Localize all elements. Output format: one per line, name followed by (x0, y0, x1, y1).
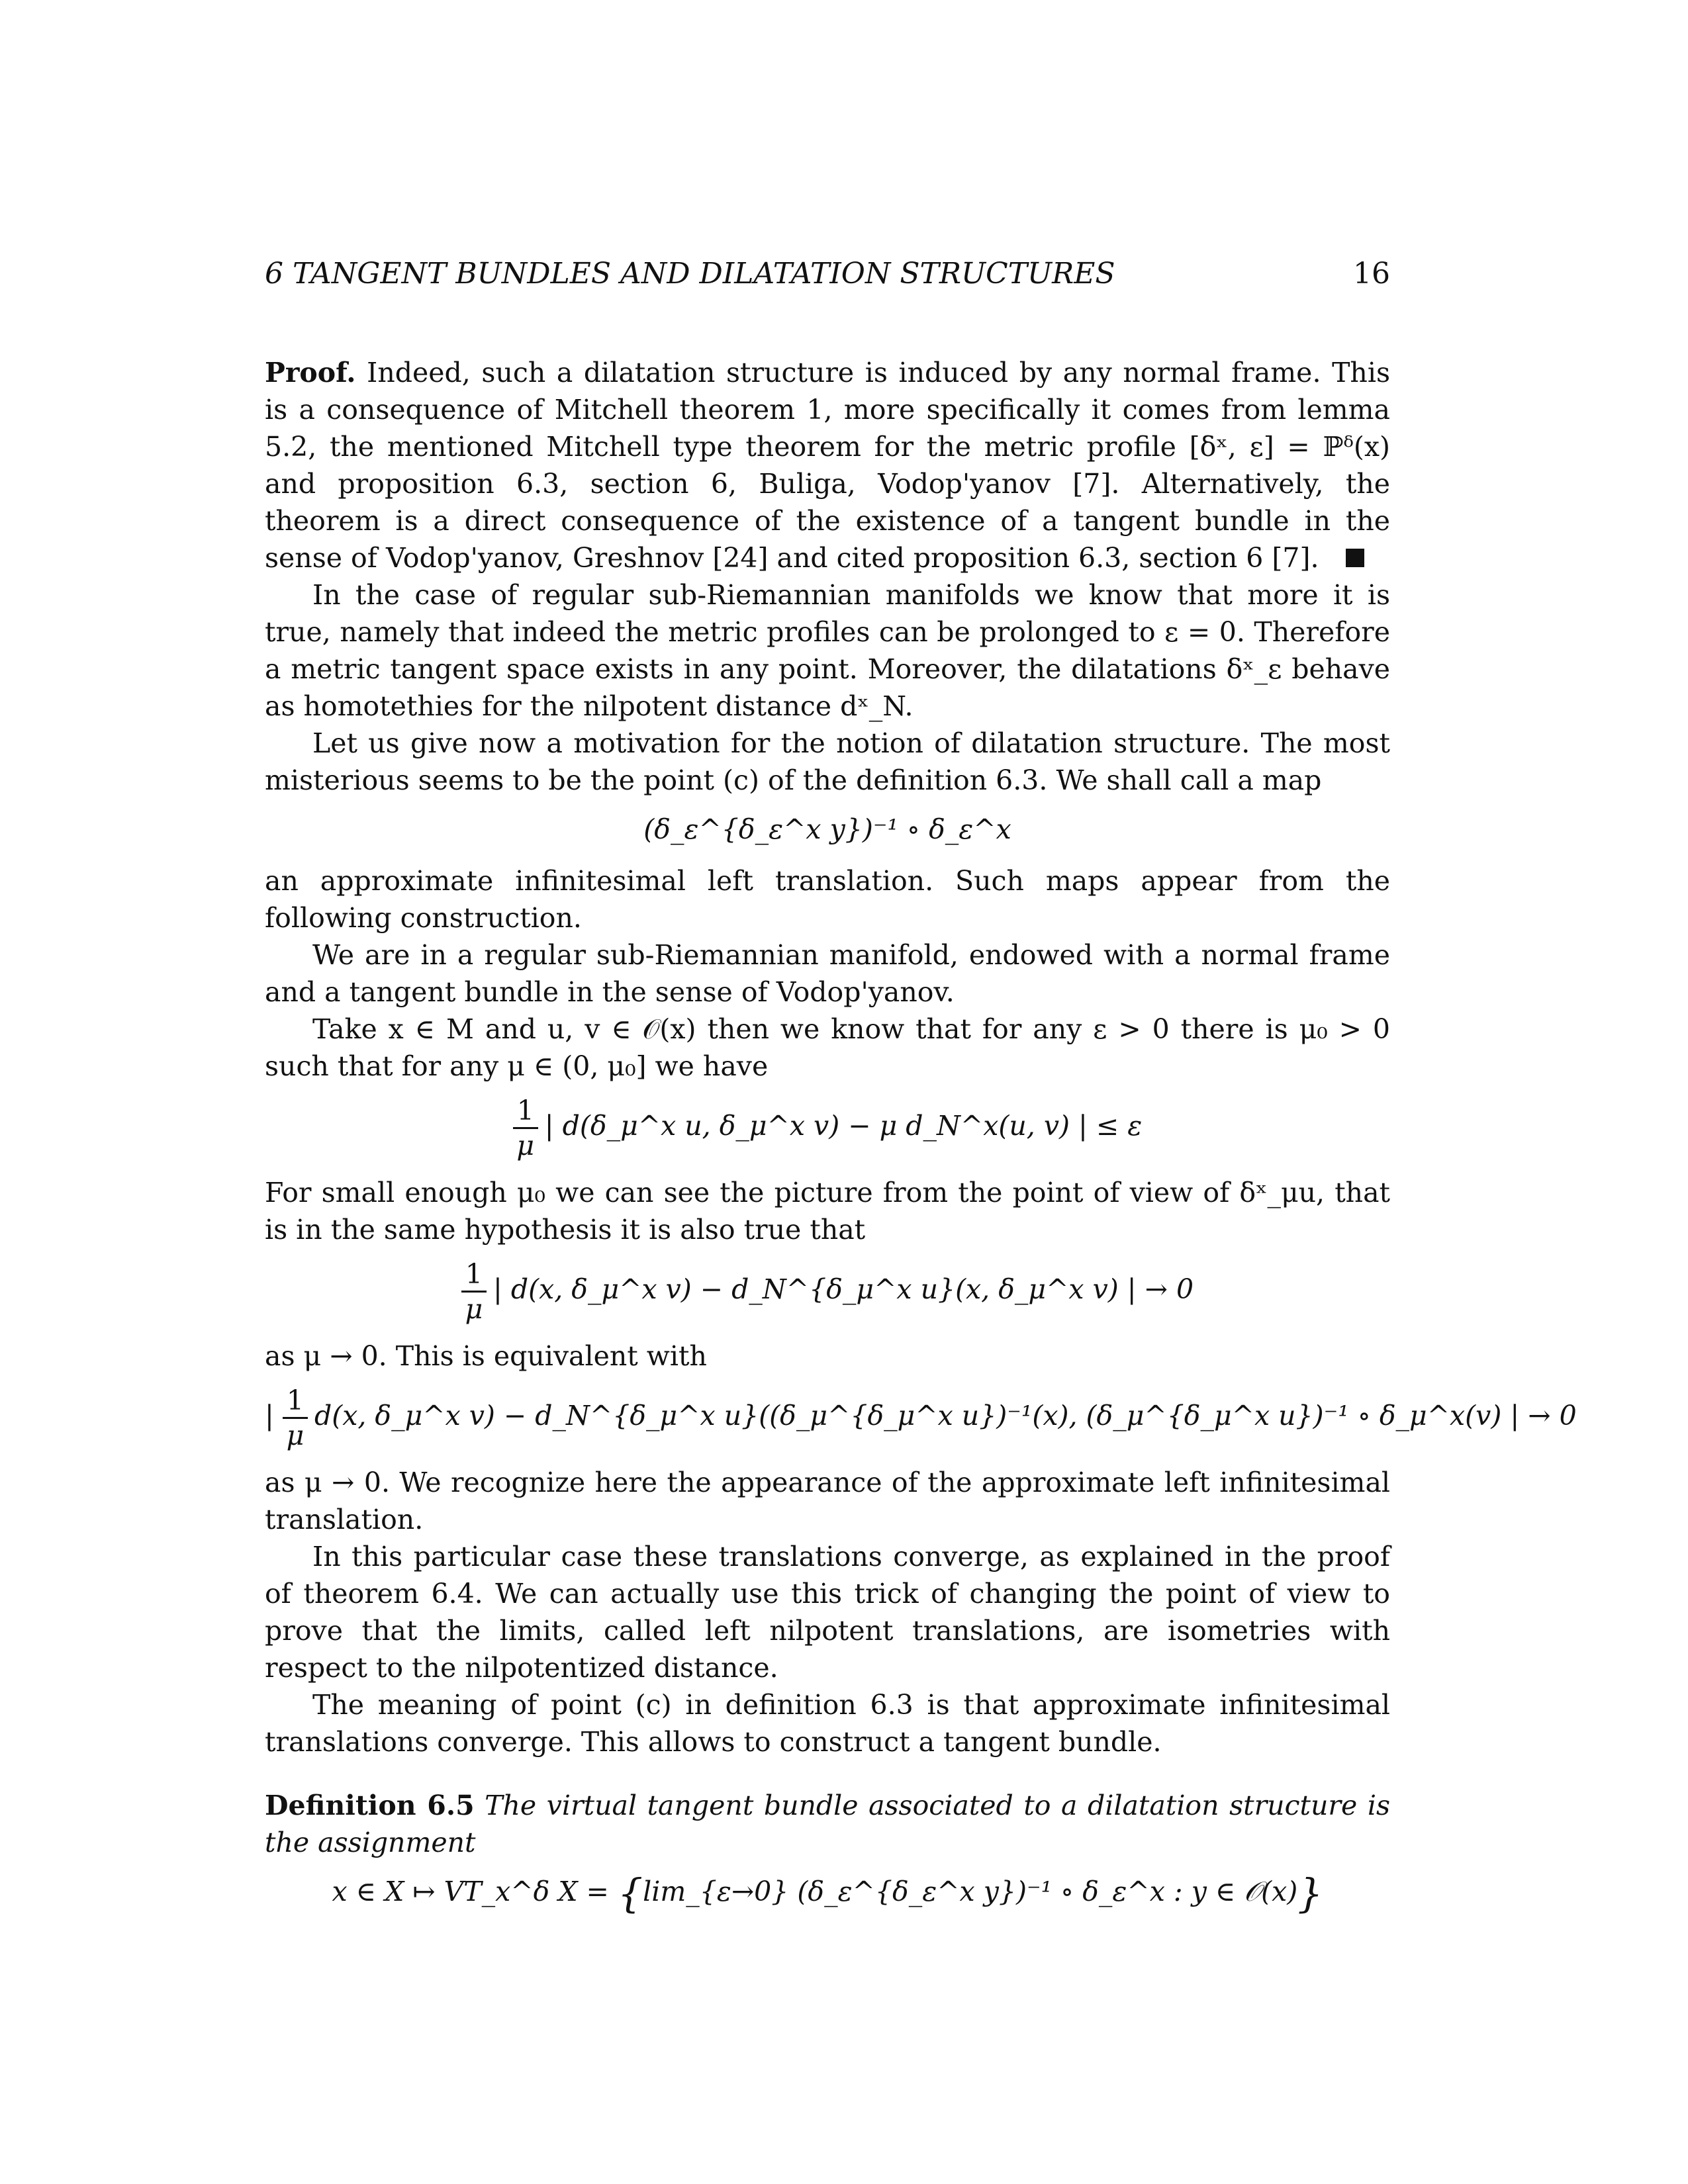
equation-tangent-bundle: x ∈ X ↦ VT_x^δ X = {lim_{ε→0} (δ_ε^{δ_ε^x y})⁻¹ ∘ δ_ε^x : y ∈ 𝒪(x)} (332, 1870, 1323, 1917)
body-text (265, 354, 1577, 1927)
definition-label: Definition 6.5 (265, 1790, 475, 1821)
definition-paragraph (265, 1787, 1390, 1861)
paragraph: Let us give now a motivation for the notion of dilatation structure. The most misterious seems to be the point (c) of the definition 6.3. We shall call a map (265, 727, 1390, 796)
paragraph: The meaning of point (c) in definition 6.3 is that approximate infinitesimal translations converge. This allows to construct a tangent bundle. (265, 1689, 1390, 1758)
equation-limit-2: | $\frac{1}{\mu}$ d(x, δ_μ^x v) − d_N^{δ_μ^x u}((δ_μ^{δ_μ^x u})⁻¹(x), (δ_μ^{δ_μ^x u})⁻¹ ∘ δ_μ^x(v) | → 0 (265, 1385, 1577, 1451)
page (265, 0, 1577, 2184)
proof-paragraph (265, 354, 1390, 576)
paragraph: as μ → 0. This is equivalent with (265, 1340, 707, 1372)
definition-text: The virtual tangent bundle associated to a dilatation structure is the assignment (265, 1790, 1390, 1858)
proof-text: Indeed, such a dilatation structure is induced by any normal frame. This is a consequence of Mitchell theorem 1, more specifically it comes from lemma 5.2, the mentioned Mitchell type theorem for the metric profile [δˣ, ε] = ℙᵟ(x) and proposition 6.3, section 6, Buliga, Vodop'yanov [7]. Alternatively, the theorem is a direct consequence of the existence of a tangent bundle in the sense of Vodop'yanov, Greshnov [24] and cited proposition 6.3, section 6 [7]. (265, 357, 1390, 574)
equation-limit-1: $\frac{1}{\mu}$ | d(x, δ_μ^x v) − d_N^{δ_μ^x u}(x, δ_μ^x v) | → 0 (265, 1257, 1390, 1326)
fraction: $\frac{1}{\mu}$ (283, 1384, 308, 1452)
page-number: 16 (1353, 257, 1390, 291)
paragraph: For small enough μ₀ we can see the picture from the point of view of δˣ_μu, that is in the same hypothesis it is also true that (265, 1177, 1390, 1246)
section-title: 6 TANGENT BUNDLES AND DILATATION STRUCTURES (265, 257, 1115, 291)
equation-translation: (δ_ε^{δ_ε^x y})⁻¹ ∘ δ_ε^x (643, 813, 1011, 845)
running-header (265, 257, 1390, 299)
equation-inequality: $\frac{1}{\mu}$ | d(δ_μ^x u, δ_μ^x v) − μ d_N^x(u, v) | ≤ ε (265, 1094, 1390, 1162)
proof-label: Proof. (265, 357, 356, 388)
paragraph: In the case of regular sub-Riemannian manifolds we know that more it is true, namely that indeed the metric profiles can be prolonged to ε = 0. Therefore a metric tangent space exists in any point. Moreover, the dilatations δˣ_ε behave as homotethies for the nilpotent distance dˣ_N. (265, 579, 1390, 722)
paragraph: Take x ∈ M and u, v ∈ 𝒪(x) then we know that for any ε > 0 there is μ₀ > 0 such that for any μ ∈ (0, μ₀] we have (265, 1013, 1390, 1082)
paragraph: an approximate infinitesimal left translation. Such maps appear from the following construction. (265, 865, 1390, 934)
fraction: $\frac{1}{\mu}$ (513, 1094, 538, 1162)
paragraph: as μ → 0. We recognize here the appearance of the approximate left infinitesimal translation. (265, 1467, 1390, 1535)
paragraph: We are in a regular sub-Riemannian manifold, endowed with a normal frame and a tangent bundle in the sense of Vodop'yanov. (265, 939, 1390, 1008)
fraction: $\frac{1}{\mu}$ (461, 1257, 487, 1326)
paragraph: In this particular case these translations converge, as explained in the proof of theorem 6.4. We can actually use this trick of changing the point of view to prove that the limits, called left nilpotent translations, are isometries with respect to the nilpotentized distance. (265, 1541, 1390, 1684)
qed-symbol (1346, 549, 1364, 567)
